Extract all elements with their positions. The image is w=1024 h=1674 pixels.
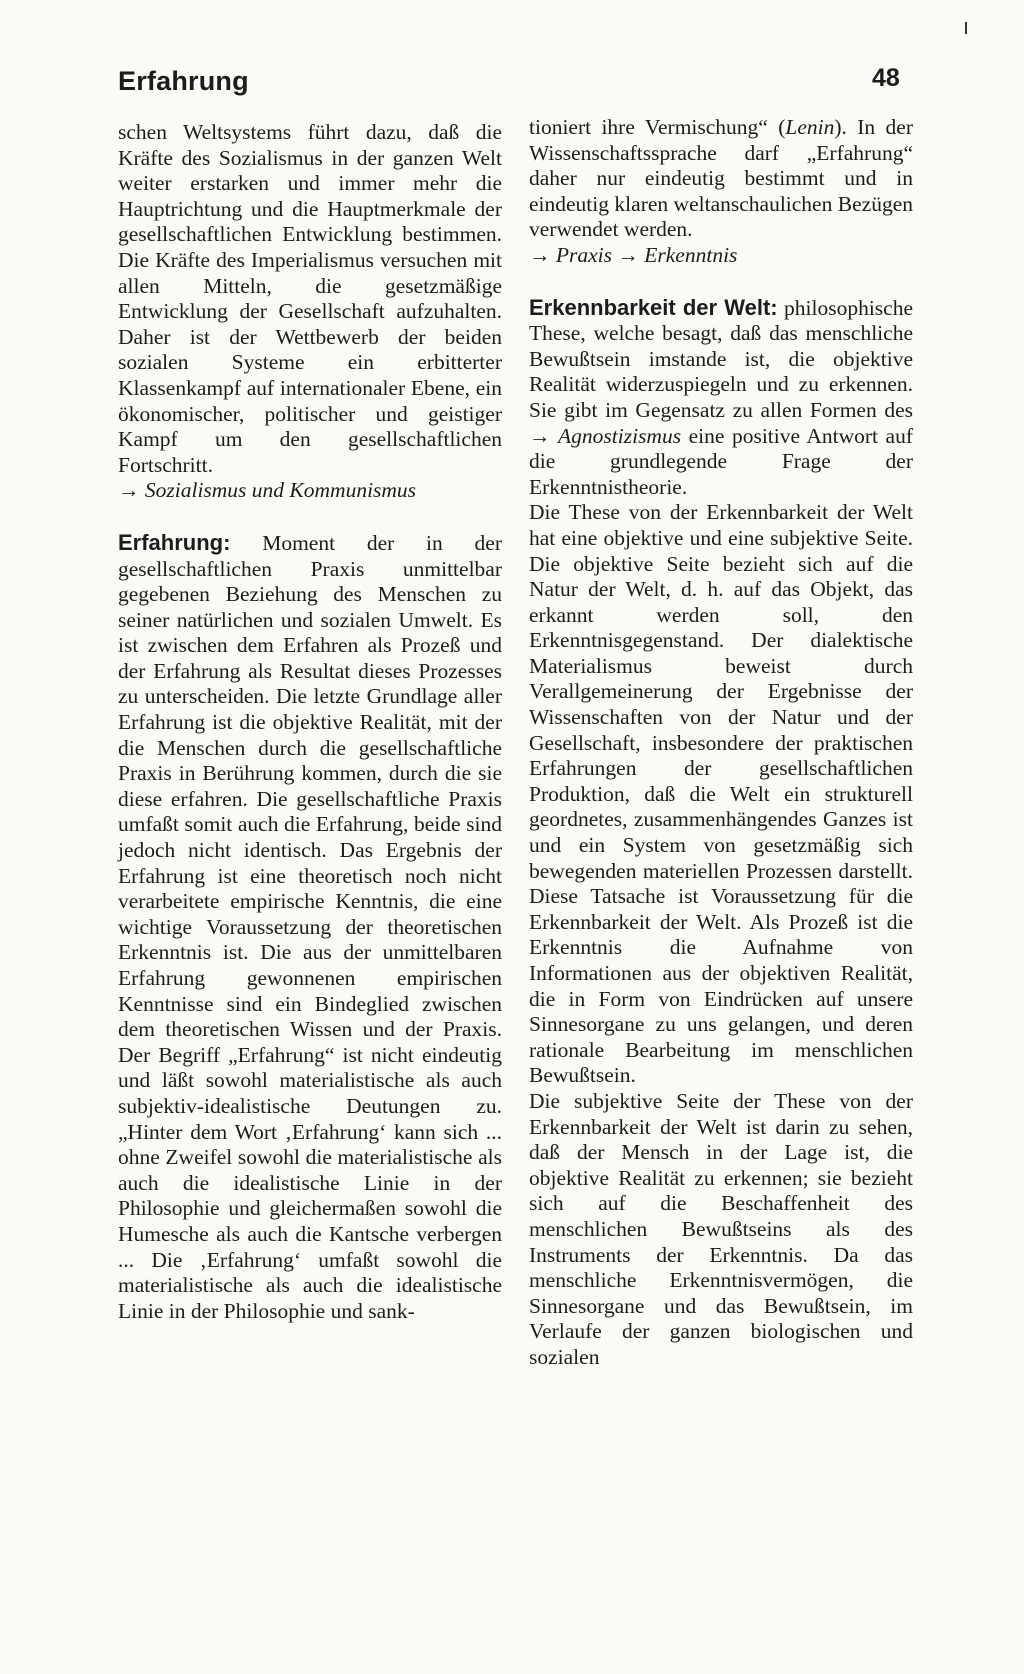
author-name: Lenin (785, 115, 835, 139)
continuation-end: ). In der Wissenschaftssprache darf „Erfahrung“ daher nur eindeutig bestimmt und in eindeutig klaren weltanschaulichen Bezügen verwendet werden. (529, 115, 913, 242)
entry-body-part-a: philosophische These, welche besagt, daß das menschliche Bewußtsein imstande ist, die objektive Realität widerzuspiegeln und zu erkennen. Sie gibt im Gegensatz zu allen Formen des (529, 295, 914, 422)
arrow-icon: → (529, 242, 551, 267)
continuation-paragraph (529, 115, 913, 243)
entry-gap (529, 269, 913, 295)
right-column (529, 115, 913, 1371)
entry-erkennbarkeit (529, 295, 913, 501)
print-speck (965, 22, 967, 34)
arrow-icon: → (529, 423, 551, 448)
entry-erfahrung (118, 530, 502, 1324)
cross-reference[interactable] (529, 243, 913, 269)
entry-body-part-b: eine positive Antwort auf die grundlegende Frage der Erkenntnistheorie. (529, 423, 914, 499)
entry-paragraph-subjective: Die subjektive Seite der These von der Erkennbarkeit der Welt ist darin zu sehen, daß der Mensch in der Lage ist, die objektive Realität zu erkennen; sie bezieht sich auf die Beschaffenheit des menschlichen Bewußtseins als des Instruments der Erkenntnis. Da das menschliche Erkenntnisvermögen, die Sinnesorgane und das Bewußtsein, im Verlaufe der ganzen biologischen und sozialen (529, 1088, 913, 1369)
xref-link[interactable]: Sozialismus und Kommunismus (144, 478, 417, 503)
running-header: Erfahrung (118, 66, 249, 96)
entry-heading: Erkennbarkeit der Welt: (529, 294, 778, 320)
arrow-icon: → (118, 478, 140, 503)
arrow-icon: → (617, 242, 639, 267)
entry-heading: Erfahrung: (118, 529, 231, 555)
cross-reference[interactable] (118, 478, 502, 504)
continuation-text: tioniert ihre Vermischung“ ( (529, 115, 786, 139)
entry-gap (118, 504, 502, 530)
page-number: 48 (872, 64, 900, 92)
left-column (118, 120, 502, 1324)
xref-link-praxis[interactable]: Praxis (555, 242, 613, 267)
entry-body: Moment der in der gesellschaftlichen Praxis unmittelbar gegebenen Beziehung des Menschen zu seiner natürlichen und sozialen Umwelt. Es ist zwischen dem Erfahren als Prozeß und der Erfahrung als Resultat dieses Prozesses zu unterscheiden. Die letzte Grundlage aller Erfahrung ist die objektive Realität, mit der die Menschen durch die gesellschaftliche Praxis in Berührung kommen, durch die sie diese erfahren. Die gesellschaftliche Praxis umfaßt somit auch die Erfahrung, beide sind jedoch nicht identisch. Das Ergebnis der Erfahrung ist eine theoretisch noch nicht verarbeitete empirische Kenntnis, die eine wichtige Voraussetzung der theoretischen Erkenntnis ist. Die aus der unmittelbaren Erfahrung gewonnenen empirischen Kenntnisse sind ein Bindeglied zwischen dem theoretischen Wissen und der Praxis. Der Begriff „Erfahrung“ ist nicht eindeutig und läßt sowohl materialistische als auch subjektiv-idealistische Deutungen zu. „Hinter dem Wort ‚Erfahrung‘ kann sich ... ohne Zweifel sowohl die materialistische als auch die idealistische Linie in der Philosophie und gleichermaßen sowohl die Humesche als auch die Kantsche verbergen ... Die ‚Erfahrung‘ umfaßt sowohl die materialistische als auch die idealistische Linie in der Philosophie und sank- (118, 530, 502, 1323)
xref-link-agnostizismus[interactable]: Agnostizismus (558, 423, 682, 448)
entry-paragraph-objective: Die These von der Erkennbarkeit der Welt hat eine objektive und eine subjektive Seite. Die objektive Seite bezieht sich auf die Natur der Welt, d. h. auf das Objekt, das erkannt werden soll, den Erkenntnisgegenstand. Der dialektische Materialismus beweist durch Verallgemeinerung der Ergebnisse der Wissenschaften von der Natur und der Gesellschaft, insbesondere der praktischen Erfahrungen der gesellschaftlichen Produktion, daß die Welt ein strukturell geordnetes, zusammenhängendes Ganzes ist und ein System von gesetzmäßig sich bewegenden materiellen Prozessen darstellt. Diese Tatsache ist Voraussetzung für die Erkennbarkeit der Welt. Als Prozeß ist die Erkenntnis die Aufnahme von Informationen aus der objektiven Realität, die in Form von Eindrücken auf unsere Sinnesorgane zu uns gelangen, und deren rationale Bearbeitung im menschlichen Bewußtsein. (529, 500, 913, 1088)
xref-link-erkenntnis[interactable]: Erkenntnis (644, 242, 738, 267)
continuation-paragraph: schen Weltsystems führt dazu, daß die Kräfte des Sozialismus in der ganzen Welt weiter erstarken und immer mehr die Hauptrichtung und die Hauptmerkmale der gesellschaftlichen Entwicklung bestimmen. Die Kräfte des Imperialismus versuchen mit allen Mitteln, die gesetzmäßige Entwicklung der Gesellschaft aufzuhalten. Daher ist der Wettbewerb der beiden sozialen Systeme ein erbitterter Klassenkampf auf internationaler Ebene, ein ökonomischer, politischer und geistiger Kampf um den gesellschaftlichen Fortschritt. (118, 120, 502, 477)
